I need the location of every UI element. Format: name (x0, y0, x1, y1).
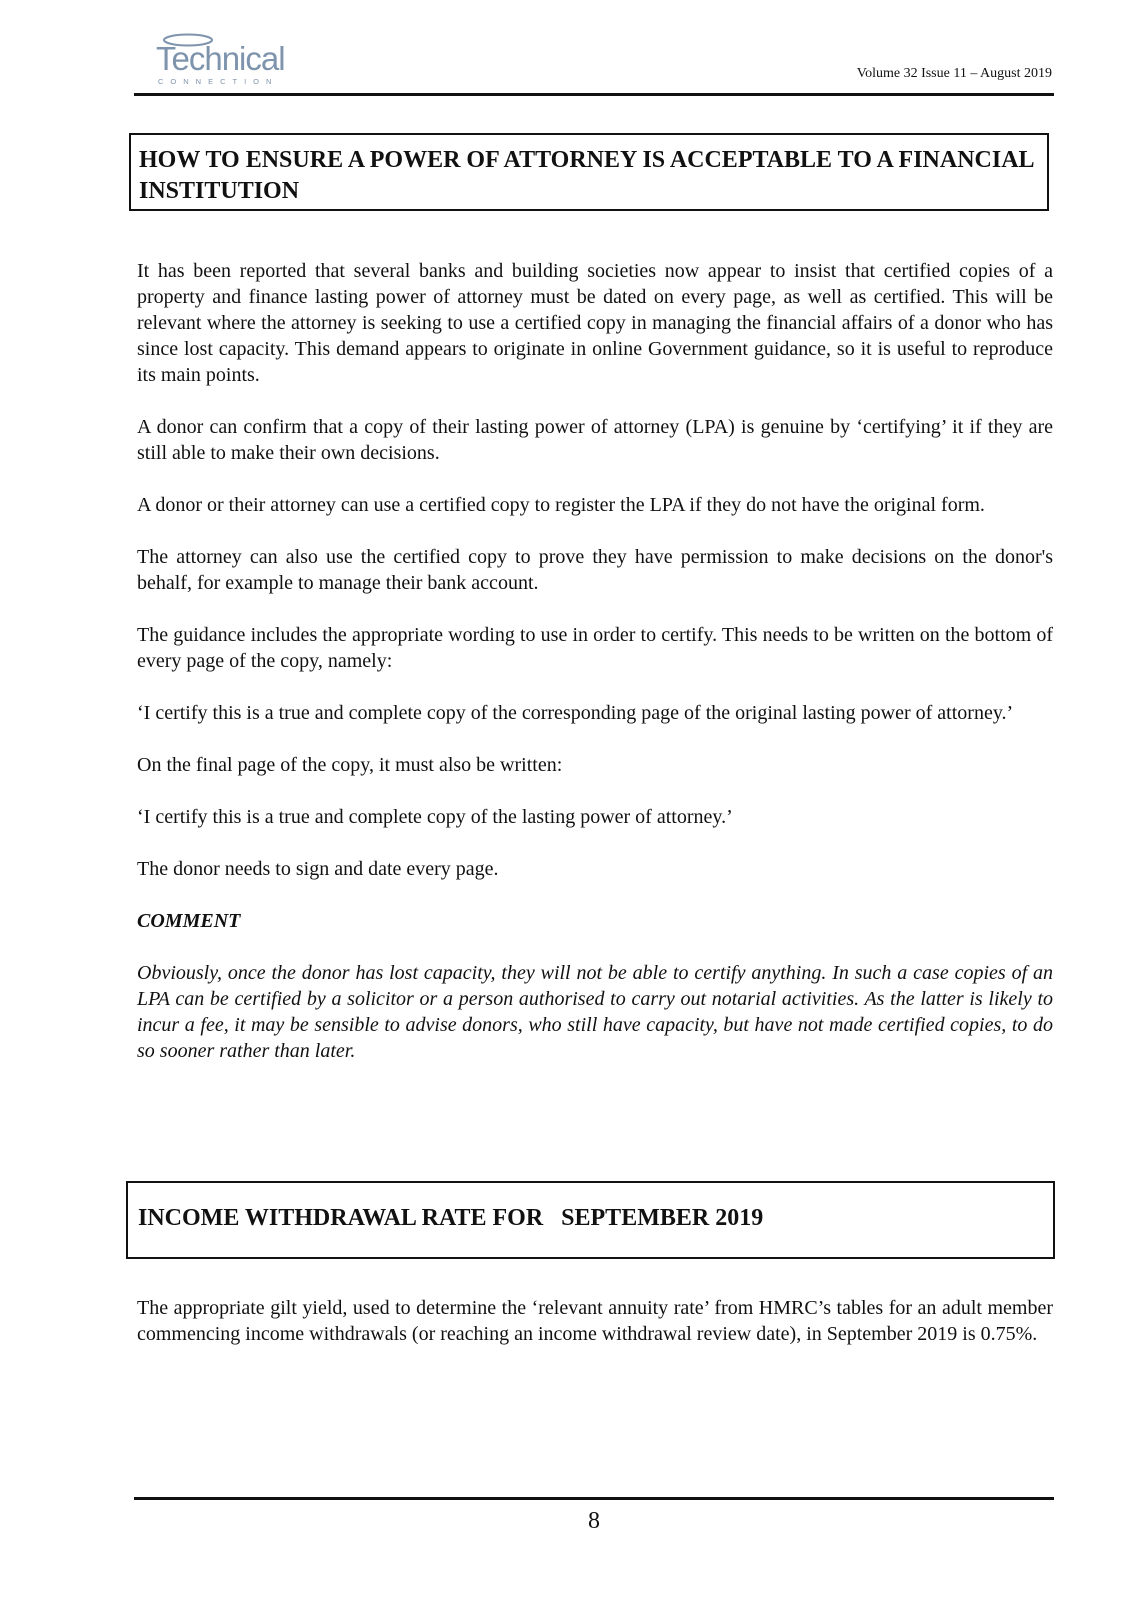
article-title: HOW TO ENSURE A POWER OF ATTORNEY IS ACCEPTABLE TO A FINANCIAL INSTITUTION (139, 147, 1034, 204)
comment-text: Obviously, once the donor has lost capacity, they will not be able to certify anything. In such a case copies of an LPA can be certified by a solicitor or a person authorised to carry out notarial activities. As the latter is likely to incur a fee, it may be sensible to advise donors, who still have capacity, but have not made certified copies, to do so sooner rather than later. (137, 962, 1053, 1062)
footer-rule (134, 1497, 1054, 1500)
article-title-box (129, 133, 1049, 211)
article-body (137, 1295, 1053, 1373)
paragraph: The attorney can also use the certified copy to prove they have permission to make decisions on the donor's behalf, for example to manage their bank account. (137, 546, 1053, 594)
paragraph: It has been reported that several banks and building societies now appear to insist that certified copies of a property and finance lasting power of attorney must be dated on every page, as well as certified. This will be relevant where the attorney is seeking to use a certified copy in managing the financial affairs of a donor who has since lost capacity. This demand appears to originate in online Government guidance, so it is useful to reproduce its main points. (137, 260, 1053, 386)
article-title-box (126, 1181, 1055, 1259)
logo-wordmark: Technical (156, 40, 285, 77)
paragraph: The appropriate gilt yield, used to determine the ‘relevant annuity rate’ from HMRC’s tables for an adult member commencing income withdrawals (or reaching an income withdrawal review date), in September 2019 is 0.75%. (137, 1297, 1053, 1345)
paragraph: The donor needs to sign and date every page. (137, 858, 499, 880)
paragraph: A donor can confirm that a copy of their lasting power of attorney (LPA) is genuine by ‘certifying’ it if they are still able to make their own decisions. (137, 416, 1053, 464)
paragraph: On the final page of the copy, it must also be written: (137, 754, 563, 776)
header-rule (134, 93, 1054, 96)
paragraph: The guidance includes the appropriate wording to use in order to certify. This needs to be written on the bottom of every page of the copy, namely: (137, 624, 1053, 672)
article-title: INCOME WITHDRAWAL RATE FOR SEPTEMBER 2019 (138, 1205, 764, 1231)
page-number: 8 (588, 1508, 600, 1534)
logo-subtitle: CONNECTION (158, 77, 279, 86)
article-body (137, 258, 1053, 1090)
issue-line: Volume 32 Issue 11 – August 2019 (856, 66, 1052, 81)
comment-heading: COMMENT (137, 910, 241, 932)
certification-quote: ‘I certify this is a true and complete copy of the corresponding page of the original lasting power of attorney.’ (137, 702, 1014, 724)
paragraph: A donor or their attorney can use a certified copy to register the LPA if they do not have the original form. (137, 494, 985, 516)
technical-connection-logo (150, 30, 285, 90)
certification-quote: ‘I certify this is a true and complete copy of the lasting power of attorney.’ (137, 806, 733, 828)
